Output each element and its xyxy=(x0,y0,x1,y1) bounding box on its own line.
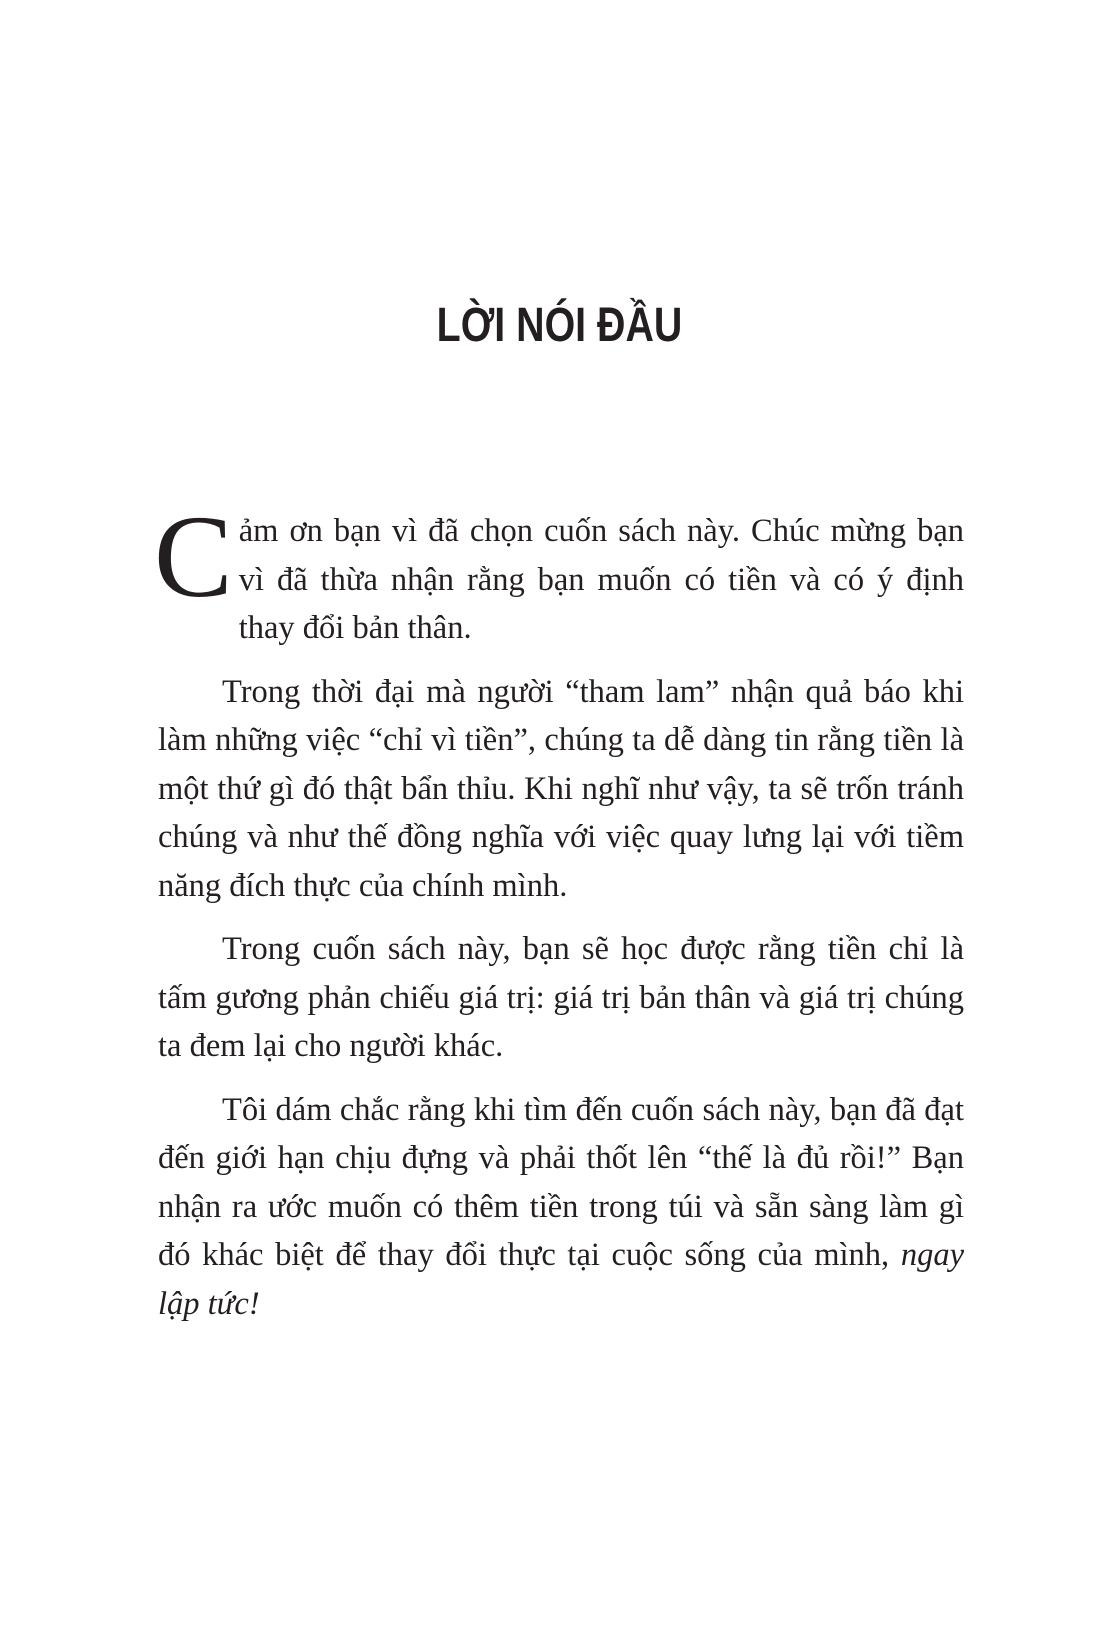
paragraph-3: Trong cuốn sách này, bạn sẽ học được rằng tiền chỉ là tấm gương phản chiếu giá trị: giá trị bản thân và giá trị chúng ta đem lại cho người khác. xyxy=(158,931,964,1064)
paragraph-1-text: ảm ơn bạn vì đã chọn cuốn sách này. Chúc mừng bạn vì đã thừa nhận rằng bạn muốn có tiền và có ý định thay đổi bản thân. xyxy=(238,513,964,646)
paragraph-4-text: Tôi dám chắc rằng khi tìm đến cuốn sách này, bạn đã đạt đến giới hạn chịu đựng và phải thốt lên “thế là đủ rồi!” Bạn nhận ra ước muốn có thêm tiền trong túi và sẵn sàng làm gì đó khác biệt để thay đổi thực tại cuộc sống của mình, xyxy=(158,1091,964,1273)
chapter-title: LỜI NÓI ĐẦU xyxy=(436,299,683,352)
drop-cap: C xyxy=(154,491,233,622)
paragraph-4 xyxy=(158,1086,964,1329)
paragraph-1 xyxy=(154,491,964,653)
body-text xyxy=(154,491,964,1343)
paragraph-2: Trong thời đại mà người “tham lam” nhận quả báo khi làm những việc “chỉ vì tiền”, chúng ta dễ dàng tin rằng tiền là một thứ gì đó thật bẩn thỉu. Khi nghĩ như vậy, ta sẽ trốn tránh chúng và như thế đồng nghĩa với việc quay lưng lại với tiềm năng đích thực của chính mình. xyxy=(158,673,964,904)
paragraph-4-emphasis: ngay lập tức! xyxy=(158,1237,964,1322)
